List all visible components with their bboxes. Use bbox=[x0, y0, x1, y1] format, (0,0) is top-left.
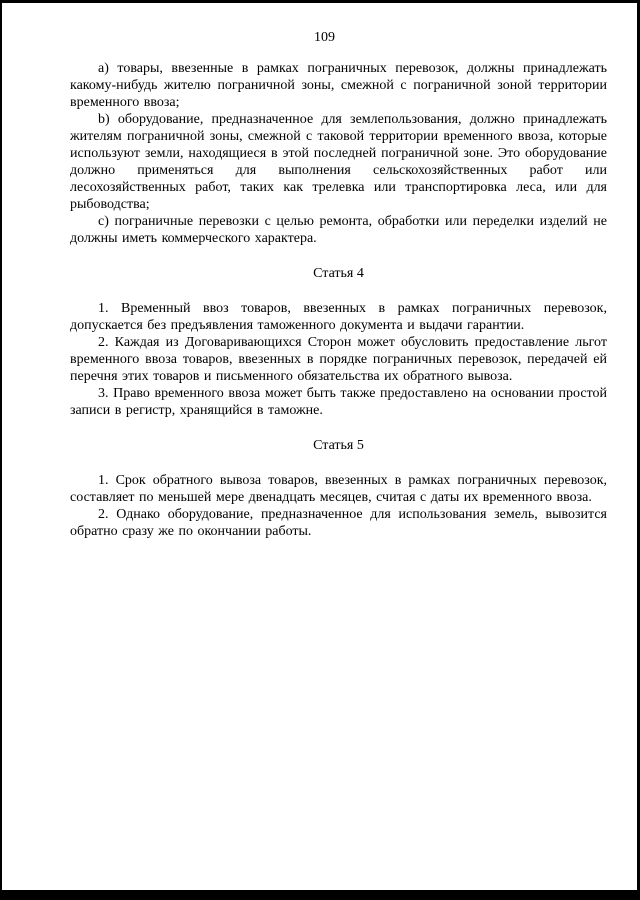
article-heading: Статья 5 bbox=[313, 438, 364, 453]
paragraph: с) пограничные перевозки с целью ремонта, обработки или переделки изделий не должны иметь коммерческого характера. bbox=[70, 214, 607, 246]
paragraph: 2. Однако оборудование, предназначенное для использования земель, вывозится обратно сразу же по окончании работы. bbox=[70, 507, 607, 539]
paragraph: а) товары, ввезенные в рамках пограничных перевозок, должны принадлежать какому-нибудь жителю пограничной зоны, смежной с пограничной зоной территории временного ввоза; bbox=[70, 61, 607, 110]
paragraph: b) оборудование, предназначенное для землепользования, должно принадлежать жителям пограничной зоны, смежной с таковой территории временного ввоза, которые используют земли, находящиеся в этой последней пограничной зоне. Это оборудование должно применяться для выполнения сельскохозяйственных работ или лесохозяйственных работ, таких как трелевка или транспортировка леса, или для рыбоводства; bbox=[70, 112, 607, 212]
document-body bbox=[70, 60, 607, 540]
article-heading: Статья 4 bbox=[313, 266, 364, 281]
page-number: 109 bbox=[314, 30, 335, 45]
paragraph: 1. Временный ввоз товаров, ввезенных в рамках пограничных перевозок, допускается без предъявления таможенного документа и выдачи гарантии. bbox=[70, 301, 607, 333]
paragraph: 2. Каждая из Договаривающихся Сторон может обусловить предоставление льгот временного ввоза товаров, ввезенных в порядке пограничных перевозок, передачей ей перечня этих товаров и письменного обязательства их обратного вывоза. bbox=[70, 335, 607, 384]
paragraph: 3. Право временного ввоза может быть также предоставлено на основании простой записи в регистр, хранящийся в таможне. bbox=[70, 386, 607, 418]
page-content bbox=[2, 3, 637, 540]
paragraph: 1. Срок обратного вывоза товаров, ввезенных в рамках пограничных перевозок, составляет по меньшей мере двенадцать месяцев, считая с даты их временного ввоза. bbox=[70, 473, 607, 505]
